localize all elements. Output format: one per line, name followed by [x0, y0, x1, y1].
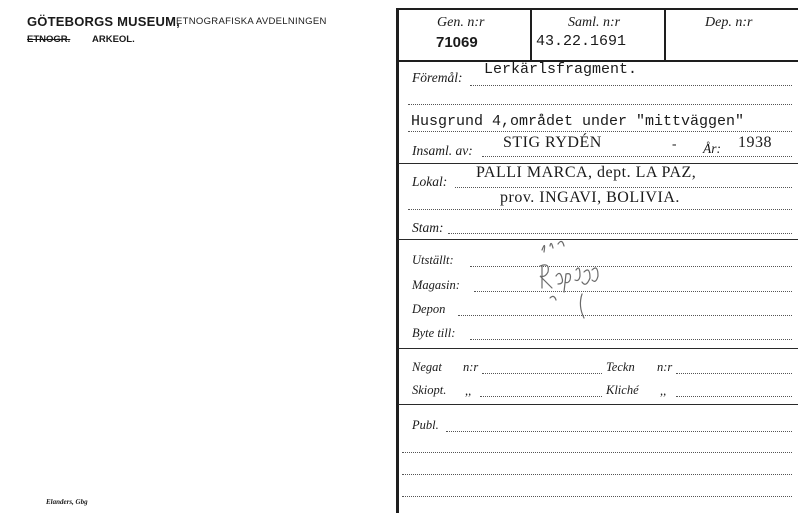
kliche-label: Kliché	[606, 383, 639, 397]
department-name: ETNOGRAFISKA AVDELNINGEN	[176, 16, 327, 27]
kliche-ditto: ,,	[660, 384, 667, 398]
saml-nr-label: Saml. n:r	[568, 15, 621, 30]
lokal-label: Lokal:	[412, 174, 448, 189]
box-separator	[530, 8, 532, 60]
teckn-label: Teckn	[606, 360, 635, 374]
section-label: ARKEOL.	[92, 34, 135, 45]
museum-name: GÖTEBORGS MUSEUM,	[27, 14, 180, 29]
skiopt-label: Skiopt.	[412, 383, 447, 397]
collector-name: STIG RYDÉN	[503, 134, 602, 151]
dotted-line	[470, 85, 792, 86]
printer-mark: Elanders, Gbg	[46, 498, 88, 506]
gen-nr-label: Gen. n:r	[437, 15, 485, 30]
negat-label: Negat	[412, 360, 442, 374]
dotted-line	[480, 396, 602, 397]
year-label: År:	[703, 141, 721, 156]
dotted-line	[408, 131, 792, 132]
saml-nr-value: 43.22.1691	[536, 33, 627, 50]
dotted-line	[455, 187, 792, 188]
utstallt-label: Utställt:	[412, 253, 454, 267]
section-rule	[398, 404, 798, 405]
card-divider	[396, 8, 399, 513]
stam-label: Stam:	[412, 220, 444, 235]
dotted-line	[482, 373, 602, 374]
dotted-line	[446, 431, 792, 432]
section-rule	[398, 348, 798, 349]
foremal-label: Föremål:	[412, 70, 463, 85]
foremal-value: Lerkärlsfragment.	[484, 61, 638, 78]
locality-line-1: PALLI MARCA, dept. LA PAZ,	[476, 164, 697, 181]
struck-section-label: ETNOGR.	[27, 34, 71, 45]
teckn-nr-label: n:r	[657, 360, 673, 374]
dotted-line	[470, 266, 792, 267]
insaml-label: Insaml. av:	[412, 143, 473, 158]
location-description: Husgrund 4,området under "mittväggen"	[411, 113, 745, 130]
dotted-line	[470, 339, 792, 340]
dotted-line	[448, 233, 792, 234]
negat-nr-label: n:r	[463, 360, 479, 374]
dotted-line	[482, 156, 792, 157]
byte-label: Byte till:	[412, 326, 456, 340]
depon-label: Depon	[412, 302, 446, 316]
gen-nr-value: 71069	[436, 34, 478, 51]
dotted-line	[402, 496, 792, 497]
dotted-line	[676, 373, 792, 374]
skiopt-ditto: ,,	[465, 384, 472, 398]
separator-dash: -	[672, 136, 677, 151]
dotted-line	[402, 452, 792, 453]
publ-label: Publ.	[412, 418, 439, 432]
locality-line-2: prov. INGAVI, BOLIVIA.	[500, 189, 680, 206]
dotted-line	[458, 315, 792, 316]
dotted-line	[676, 396, 792, 397]
handwritten-annotation	[520, 236, 620, 321]
dep-nr-label: Dep. n:r	[705, 15, 753, 30]
year-value: 1938	[738, 134, 772, 151]
dotted-line	[408, 209, 792, 210]
magasin-label: Magasin:	[412, 278, 460, 292]
dotted-line	[408, 104, 792, 105]
box-separator	[664, 8, 666, 60]
dotted-line	[402, 474, 792, 475]
